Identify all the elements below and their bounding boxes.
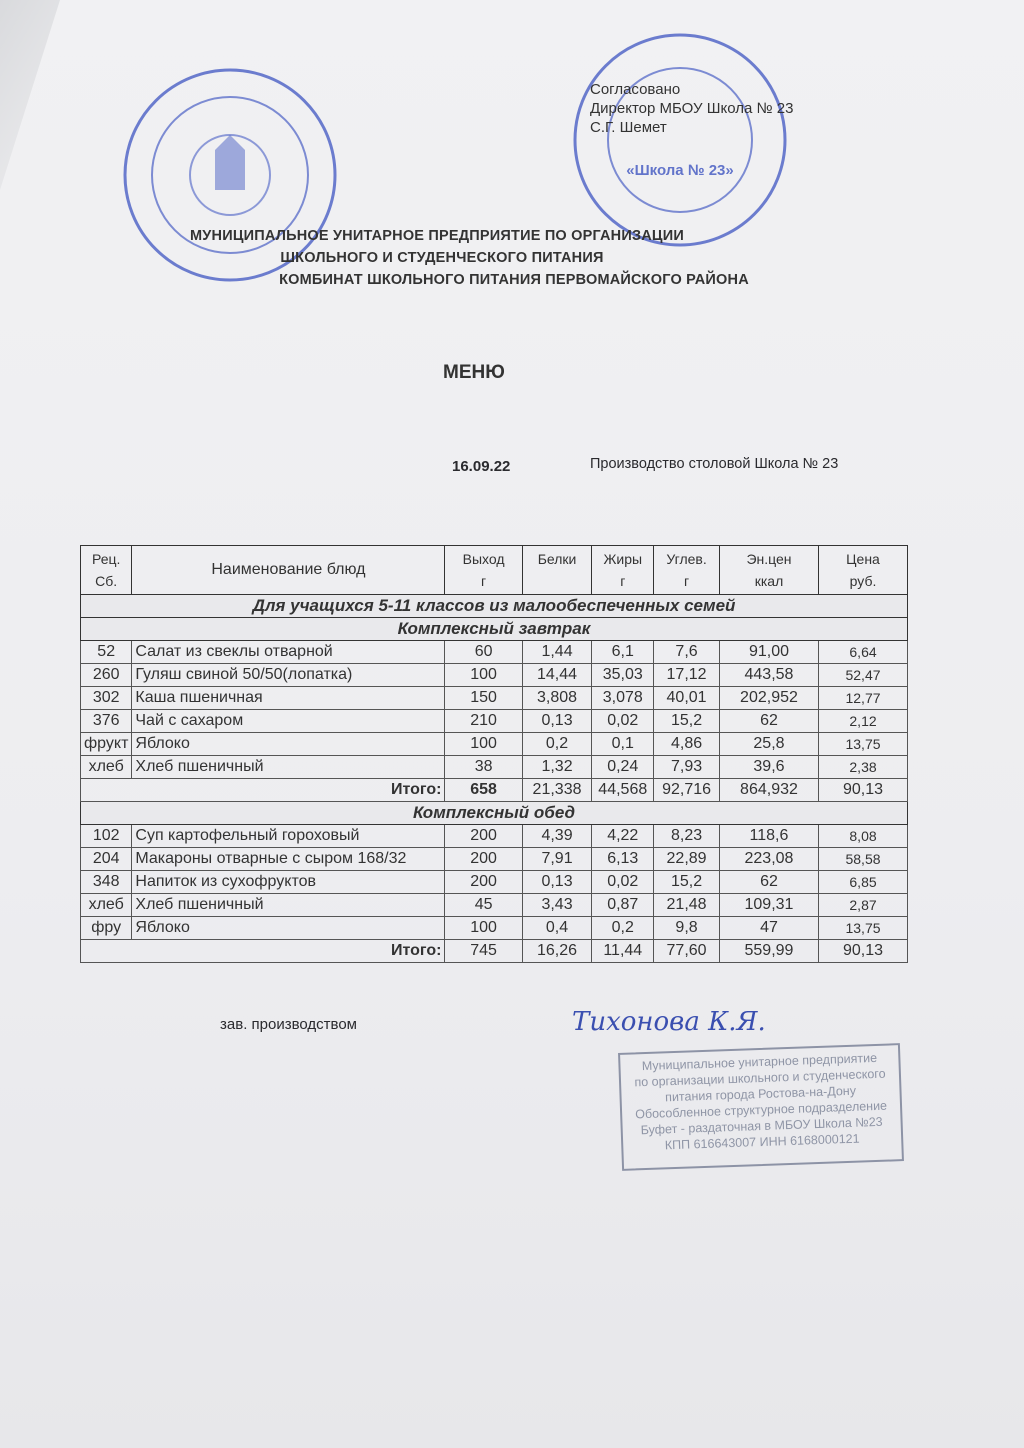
table-cell: 100 (445, 917, 522, 940)
org-line-1: МУНИЦИПАЛЬНОЕ УНИТАРНОЕ ПРЕДПРИЯТИЕ ПО ОРГАНИЗАЦИИ (190, 228, 684, 244)
table-cell: 6,13 (592, 848, 654, 871)
total-cell: 11,44 (592, 940, 654, 963)
table-cell: 1,32 (522, 756, 592, 779)
table-cell: 7,91 (522, 848, 592, 871)
table-cell: 40,01 (654, 687, 720, 710)
total-cell: 90,13 (819, 940, 908, 963)
table-cell: 0,4 (522, 917, 592, 940)
table-cell: 7,93 (654, 756, 720, 779)
table-cell: 0,2 (592, 917, 654, 940)
table-cell: 260 (81, 664, 132, 687)
table-cell: 100 (445, 664, 522, 687)
table-cell: Хлеб пшеничный (132, 894, 445, 917)
table-cell: 47 (719, 917, 818, 940)
total-label: Итого: (81, 940, 445, 963)
table-cell: Суп картофельный гороховый (132, 825, 445, 848)
table-cell: 0,87 (592, 894, 654, 917)
table-cell: 202,952 (719, 687, 818, 710)
table-cell: 2,87 (819, 894, 908, 917)
table-cell: 204 (81, 848, 132, 871)
table-cell: Каша пшеничная (132, 687, 445, 710)
table-cell: 58,58 (819, 848, 908, 871)
total-label: Итого: (81, 779, 445, 802)
table-cell: 100 (445, 733, 522, 756)
table-cell: 223,08 (719, 848, 818, 871)
table-cell: фрукт (81, 733, 132, 756)
table-cell: 3,808 (522, 687, 592, 710)
table-cell: 6,1 (592, 641, 654, 664)
stamp-line: по организации школьного и студенческого (634, 1066, 886, 1090)
section-title: Комплексный завтрак (81, 618, 908, 641)
table-cell: 21,48 (654, 894, 720, 917)
table-cell: 91,00 (719, 641, 818, 664)
table-cell: 200 (445, 825, 522, 848)
table-cell: хлеб (81, 756, 132, 779)
table-cell: 0,13 (522, 871, 592, 894)
table-cell: Яблоко (132, 733, 445, 756)
table-cell: 14,44 (522, 664, 592, 687)
table-cell: 0,02 (592, 710, 654, 733)
table-cell: Хлеб пшеничный (132, 756, 445, 779)
total-cell: 745 (445, 940, 522, 963)
stamp-line: Буфет - раздаточная в МБОУ Школа №23 (640, 1114, 883, 1138)
table-row (81, 710, 908, 733)
table-cell: 109,31 (719, 894, 818, 917)
table-cell: Напиток из сухофруктов (132, 871, 445, 894)
table-cell: 12,77 (819, 687, 908, 710)
table-cell: 210 (445, 710, 522, 733)
approval-director: Директор МБОУ Школа № 23 (590, 100, 794, 117)
table-cell: 8,23 (654, 825, 720, 848)
total-cell: 77,60 (654, 940, 720, 963)
table-cell: 7,6 (654, 641, 720, 664)
table-row (81, 733, 908, 756)
table-cell: 3,43 (522, 894, 592, 917)
col-yield: Выход г (445, 546, 522, 595)
table-cell: 13,75 (819, 917, 908, 940)
table-cell: 39,6 (719, 756, 818, 779)
col-fat: Жиры г (592, 546, 654, 595)
table-cell: 4,22 (592, 825, 654, 848)
table-cell: 8,08 (819, 825, 908, 848)
table-cell: Макароны отварные с сыром 168/32 (132, 848, 445, 871)
total-cell: 864,932 (719, 779, 818, 802)
total-cell: 90,13 (819, 779, 908, 802)
table-row (81, 641, 908, 664)
table-cell: 35,03 (592, 664, 654, 687)
table-cell: 0,02 (592, 871, 654, 894)
table-row (81, 687, 908, 710)
section-header-row (81, 802, 908, 825)
table-cell: 52 (81, 641, 132, 664)
table-row (81, 848, 908, 871)
table-cell: хлеб (81, 894, 132, 917)
table-cell: фру (81, 917, 132, 940)
svg-text:«Школа № 23»: «Школа № 23» (626, 162, 734, 179)
approval-name: С.Г. Шемет (590, 119, 667, 136)
table-cell: 302 (81, 687, 132, 710)
table-cell: 200 (445, 871, 522, 894)
table-cell: 22,89 (654, 848, 720, 871)
table-cell: 443,58 (719, 664, 818, 687)
table-cell: 0,2 (522, 733, 592, 756)
org-line-3: КОМБИНАТ ШКОЛЬНОГО ПИТАНИЯ ПЕРВОМАЙСКОГО РАЙОНА (279, 272, 749, 288)
table-cell: 150 (445, 687, 522, 710)
col-carbs: Углев. г (654, 546, 720, 595)
total-cell: 559,99 (719, 940, 818, 963)
table-row (81, 917, 908, 940)
stamp-line: КПП 616643007 ИНН 6168000121 (664, 1131, 860, 1153)
table-row (81, 664, 908, 687)
round-stamp-right (565, 25, 795, 255)
stamp-line: Обособленное структурное подразделение (634, 1098, 888, 1122)
table-cell: Салат из свеклы отварной (132, 641, 445, 664)
table-cell: 4,39 (522, 825, 592, 848)
table-cell: 9,8 (654, 917, 720, 940)
table-cell: 102 (81, 825, 132, 848)
table-cell: 62 (719, 710, 818, 733)
table-cell: 3,078 (592, 687, 654, 710)
approval-block (590, 80, 793, 137)
approval-line: Согласовано (590, 81, 681, 98)
total-cell: 92,716 (654, 779, 720, 802)
table-cell: 38 (445, 756, 522, 779)
org-line-2: ШКОЛЬНОГО И СТУДЕНЧЕСКОГО ПИТАНИЯ (280, 250, 604, 266)
total-cell: 44,568 (592, 779, 654, 802)
table-row (81, 825, 908, 848)
menu-date: 16.09.22 (452, 458, 511, 475)
group-title: Для учащихся 5-11 классов из малообеспеченных семей (81, 595, 908, 618)
total-cell: 658 (445, 779, 522, 802)
table-cell: 13,75 (819, 733, 908, 756)
table-cell: Чай с сахаром (132, 710, 445, 733)
table-cell: 200 (445, 848, 522, 871)
col-rec: Рец. Сб. (81, 546, 132, 595)
table-header-row (81, 546, 908, 595)
table-cell: 376 (81, 710, 132, 733)
table-cell: 45 (445, 894, 522, 917)
table-cell: 4,86 (654, 733, 720, 756)
table-cell: 6,64 (819, 641, 908, 664)
table-cell: 15,2 (654, 710, 720, 733)
table-cell: 2,38 (819, 756, 908, 779)
table-cell: 25,8 (719, 733, 818, 756)
col-name: Наименование блюд (132, 546, 445, 595)
rect-stamp (618, 1043, 904, 1171)
table-row (81, 894, 908, 917)
total-row (81, 779, 908, 802)
table-row (81, 756, 908, 779)
table-cell: 6,85 (819, 871, 908, 894)
table-cell: 62 (719, 871, 818, 894)
table-cell: 52,47 (819, 664, 908, 687)
section-title: Комплексный обед (81, 802, 908, 825)
total-cell: 21,338 (522, 779, 592, 802)
table-cell: Гуляш свиной 50/50(лопатка) (132, 664, 445, 687)
signature: Тихонова К.Я. (572, 1007, 766, 1037)
production-label: Производство столовой Школа № 23 (590, 456, 839, 472)
table-cell: 1,44 (522, 641, 592, 664)
col-protein: Белки (522, 546, 592, 595)
section-header-row (81, 618, 908, 641)
table-cell: 17,12 (654, 664, 720, 687)
table-cell: 0,13 (522, 710, 592, 733)
table-cell: 118,6 (719, 825, 818, 848)
table-cell: 2,12 (819, 710, 908, 733)
stamp-line: Муниципальное унитарное предприятие (641, 1050, 878, 1074)
total-row (81, 940, 908, 963)
footer-label: зав. производством (220, 1016, 357, 1033)
table-cell: Яблоко (132, 917, 445, 940)
table-cell: 0,1 (592, 733, 654, 756)
col-price: Цена руб. (819, 546, 908, 595)
table-row (81, 871, 908, 894)
table-cell: 0,24 (592, 756, 654, 779)
menu-table (80, 545, 908, 963)
page-title: МЕНЮ (443, 362, 505, 383)
table-cell: 15,2 (654, 871, 720, 894)
table-cell: 60 (445, 641, 522, 664)
table-cell: 348 (81, 871, 132, 894)
col-energy: Эн.цен ккал (719, 546, 818, 595)
total-cell: 16,26 (522, 940, 592, 963)
stamp-line: питания города Ростова-на-Дону (664, 1083, 857, 1105)
